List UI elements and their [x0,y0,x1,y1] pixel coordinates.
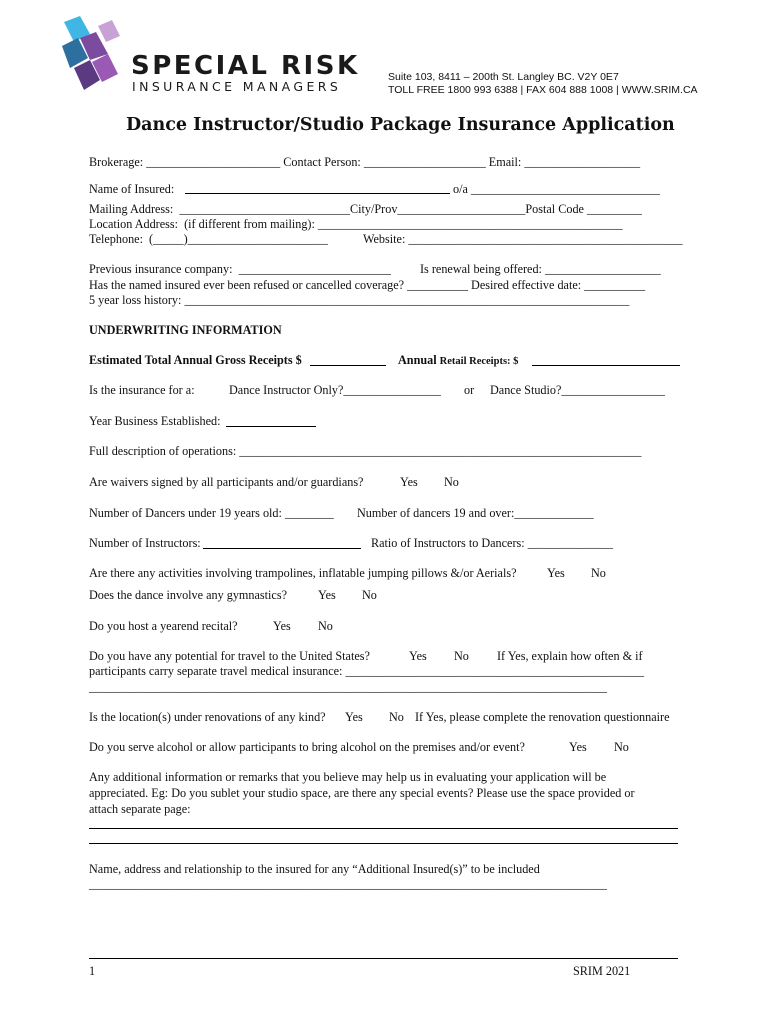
document-id: SRIM 2021 [573,964,631,978]
renovations-yes-option[interactable]: Yes [345,710,363,724]
renovations-no-option[interactable]: No [389,710,404,724]
renovations-question: Is the location(s) under renovations of any kind? [89,710,326,724]
company-contact: TOLL FREE 1800 993 6388 | FAX 604 888 1008 | WWW.SRIM.CA [388,84,698,96]
logo-wordmark: SPECIAL RISK [131,51,360,81]
loss-history-field[interactable]: 5 year loss history: _________________________________________________________________________ [89,293,630,307]
company-address: Suite 103, 8411 – 200th St. Langley BC. V2Y 0E7 [388,71,619,83]
instructor-only-field[interactable]: Dance Instructor Only?________________ [229,383,441,397]
dance-studio-field[interactable]: Dance Studio?_________________ [490,383,666,397]
instructors-label: Number of Instructors: [89,536,201,550]
alcohol-yes-option[interactable]: Yes [569,740,587,754]
renovation-questionnaire-note: If Yes, please complete the renovation questionnaire [415,710,670,724]
additional-info-line[interactable] [89,828,678,829]
retail-receipts-field[interactable] [532,365,680,366]
brokerage-contact-email-field[interactable]: Brokerage: ______________________ Contact Person: ____________________ Email: ___________________ [89,155,641,169]
ratio-field[interactable]: Ratio of Instructors to Dancers: ______________ [371,536,614,550]
page-number: 1 [89,964,96,978]
additional-info-line[interactable] [89,843,678,844]
trampolines-no-option[interactable]: No [591,566,606,580]
waivers-yes-option[interactable]: Yes [400,475,418,489]
dancers-under-19-field[interactable]: Number of Dancers under 19 years old: ________ [89,506,334,520]
recital-no-option[interactable]: No [318,619,333,633]
insurance-for-label: Is the insurance for a: [89,383,195,397]
footer-divider [89,958,678,959]
year-established-label: Year Business Established: [89,414,221,428]
travel-question: Do you have any potential for travel to the United States? [89,649,370,663]
gymnastics-yes-option[interactable]: Yes [318,588,336,602]
renewal-field[interactable]: Is renewal being offered: ___________________ [420,262,661,276]
dancers-19-over-field[interactable]: Number of dancers 19 and over:_____________ [357,506,594,520]
travel-medical-field[interactable]: participants carry separate travel medical insurance: _________________________________________________ [89,664,645,678]
refused-coverage-field[interactable]: Has the named insured ever been refused or cancelled coverage? __________ Desired effective date: __________ [89,278,646,292]
gross-receipts-label: Estimated Total Annual Gross Receipts $ [89,353,302,367]
travel-no-option[interactable]: No [454,649,469,663]
operations-description-field[interactable]: Full description of operations: __________________________________________________________________ [89,444,642,458]
travel-explain-label: If Yes, explain how often & if [497,649,643,663]
travel-continuation-field[interactable]: _____________________________________________________________________________________ [89,680,607,694]
recital-yes-option[interactable]: Yes [273,619,291,633]
additional-insured-label: Name, address and relationship to the insured for any “Additional Insured(s)” to be included [89,862,540,876]
additional-info-text: Any additional information or remarks that you believe may help us in evaluating your application will be [89,770,607,784]
name-of-insured-field[interactable] [185,193,450,194]
srim-logo-icon [62,16,122,94]
year-established-field[interactable] [226,426,316,427]
instructors-field[interactable] [203,548,361,549]
travel-yes-option[interactable]: Yes [409,649,427,663]
retail-receipts-label: Annual Retail Receipts: $ [398,353,519,367]
waivers-question: Are waivers signed by all participants and/or guardians? [89,475,364,489]
name-of-insured-label: Name of Insured: [89,182,175,196]
additional-info-text: appreciated. Eg: Do you sublet your studio space, are there any special events? Please use the space provided or [89,786,635,800]
additional-info-text: attach separate page: [89,802,191,816]
operating-as-field[interactable]: o/a _______________________________ [453,182,660,196]
recital-question: Do you host a yearend recital? [89,619,238,633]
underwriting-heading: UNDERWRITING INFORMATION [89,323,282,337]
or-label: or [464,383,475,397]
logo-subtitle: INSURANCE MANAGERS [132,79,342,94]
location-address-field[interactable]: Location Address: (if different from mailing): __________________________________________________ [89,217,623,231]
gymnastics-question: Does the dance involve any gymnastics? [89,588,287,602]
gross-receipts-field[interactable] [310,365,386,366]
gymnastics-no-option[interactable]: No [362,588,377,602]
website-field[interactable]: Website: _____________________________________________ [363,232,683,246]
trampolines-question: Are there any activities involving trampolines, inflatable jumping pillows &/or Aerials? [89,566,517,580]
alcohol-question: Do you serve alcohol or allow participants to bring alcohol on the premises and/or event? [89,740,525,754]
page-title: Dance Instructor/Studio Package Insurance Application [126,115,675,135]
alcohol-no-option[interactable]: No [614,740,629,754]
mailing-address-field[interactable]: Mailing Address: ____________________________City/Prov_____________________Postal Code _________ [89,202,642,216]
telephone-field[interactable]: Telephone: (_____)_______________________ [89,232,328,246]
waivers-no-option[interactable]: No [444,475,459,489]
previous-insurer-field[interactable]: Previous insurance company: _________________________ [89,262,391,276]
additional-insured-field[interactable]: _____________________________________________________________________________________ [89,877,607,891]
trampolines-yes-option[interactable]: Yes [547,566,565,580]
